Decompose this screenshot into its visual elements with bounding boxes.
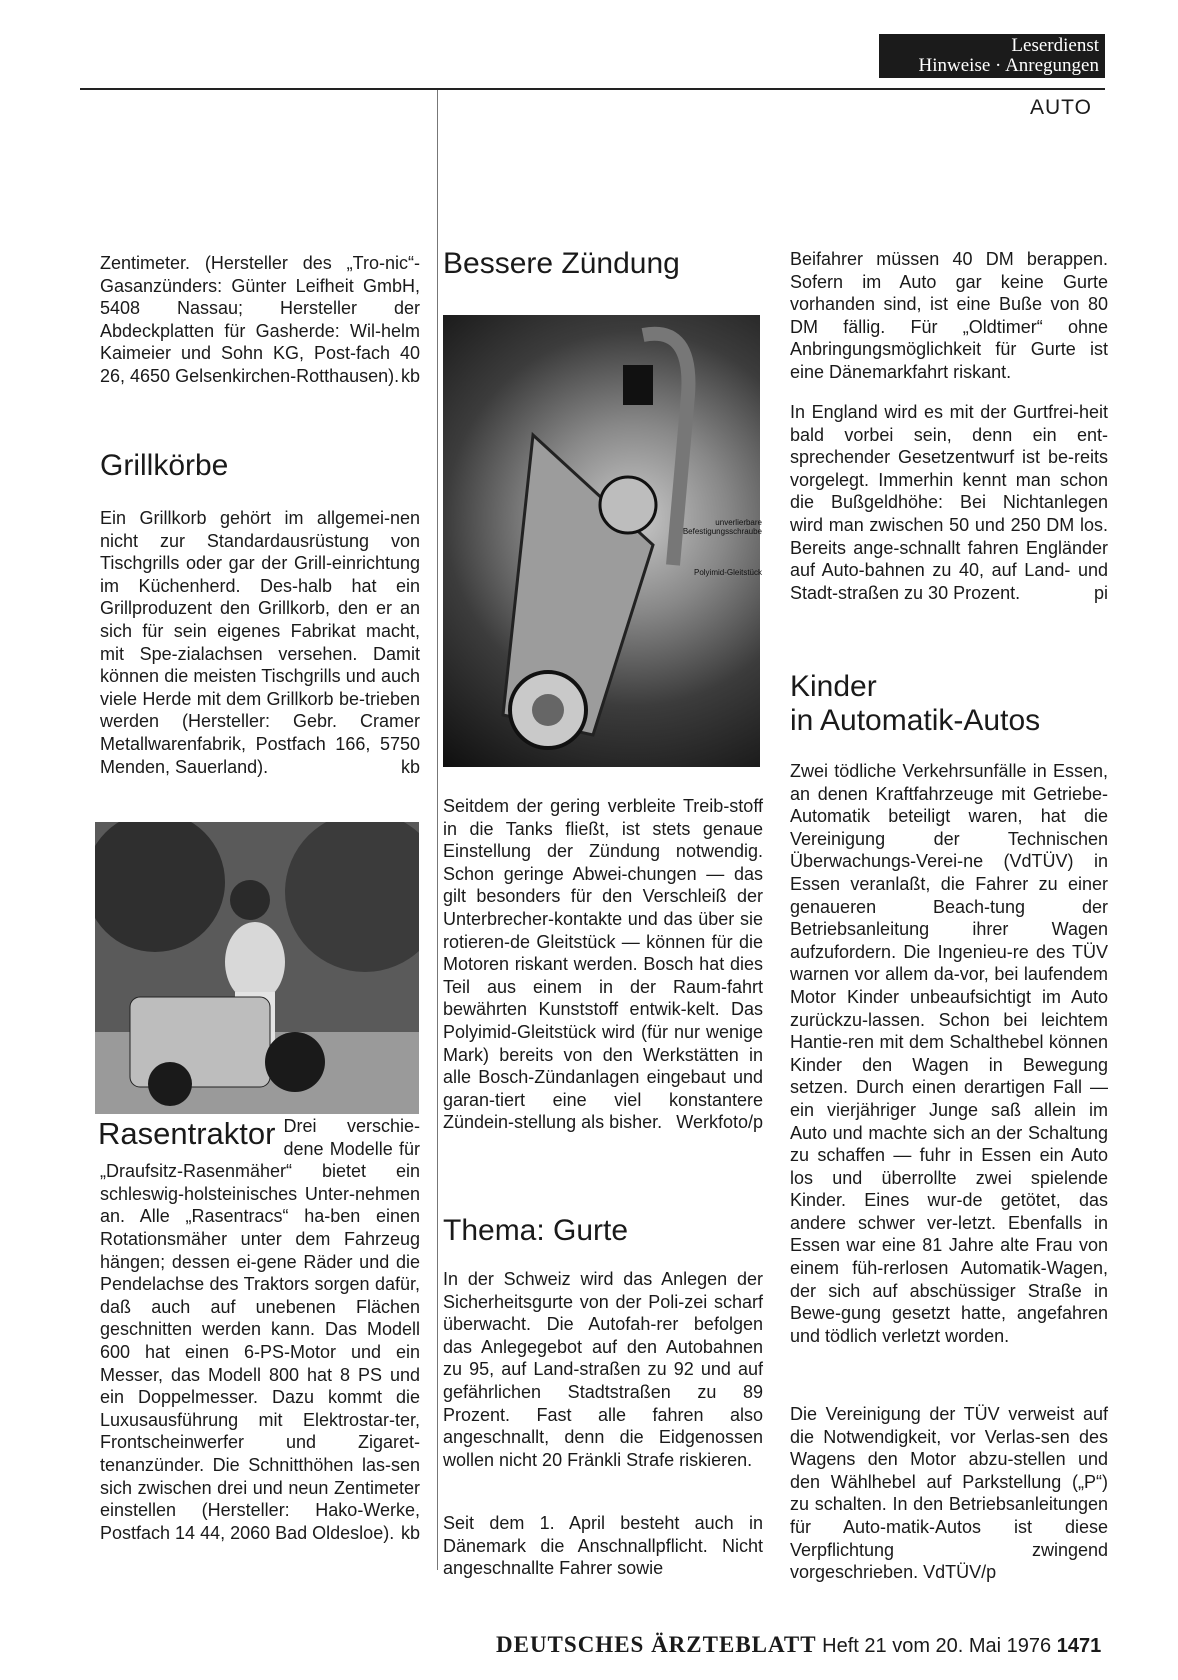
zuendung-text: Seitdem der gering verbleite Treib-stoff in die Tanks fließt, ist stets genaue Einstellung der Zündung notwendig. Schon geringe Abwei-chungen — das gilt besonders für den Verschleiß der Unterbrecher-kontakte und das über sie rotieren-de Gleitstück — können für die Motoren riskant werden. Bosch hat dies Teil aus einem in der Raum-fahrt bewährten Kunststoff entwik-kelt. Das Polyimid-Gleitstück wird (für nur wenige Mark) bereits von den Werkstätten in alle Bosch-Zündanlagen eingebaut und garan-tiert eine viel konstantere Zündein-stellung als bisher. [443, 796, 763, 1133]
zuendung-article [443, 795, 763, 1134]
section-title: AUTO [1030, 96, 1092, 119]
page-footer [496, 1632, 1116, 1658]
intro-signature: kb [400, 365, 420, 386]
heading-thema-gurte: Thema: Gurte [443, 1214, 629, 1247]
gurte-signature: pi [1093, 582, 1108, 603]
ignition-part-photo [443, 315, 760, 767]
rasen-signature: kb [400, 1522, 420, 1543]
grill-signature: kb [400, 756, 420, 777]
label-befestigungsschraube: unverlierbare Befestigungsschraube [682, 518, 762, 536]
column-rule [437, 90, 438, 1570]
kinder-p1: Zwei tödliche Verkehrsunfälle in Essen, an denen Kraftfahrzeuge mit Getriebe-Automatik beteiligt waren, hat die Vereinigung der Technischen Überwachungs-Verei-ne (VdTÜV) in Essen veranlaßt, die Fahrer zu einer genaueren Beach-tung der Betriebsanleitung ihrer Wagen aufzufordern. Die Ingenieu-re des TÜV warnen vor allem da-vor, bei laufendem Motor Kinder unbeaufsichtigt im Auto zurückzu-lassen. Schon bei leichtem Hantie-ren mit dem Schalthebel können Kinder den Wagen in Bewegung setzen. Durch einen derartigen Fall — ein vierjähriger Junge saß allein im Auto und machte sich an der Schaltung zu schaffen — fuhr in Essen ein Auto los und überrollte zwei spielende Kinder. Eines wur-de getötet, das andere schwer ver-letzt. Ebenfalls in Essen war eine 81 Jahre alte Frau von einem füh-rerlosen Automatik-Wagen, der sich auf abschüssiger Straße in Bewe-gung gesetzt hatte, angefahren und tödlich verletzt worden. [790, 761, 1108, 1346]
section-label-line2: Hinweise · Anregungen [918, 55, 1099, 76]
rasen-text: Drei verschie-dene Modelle für „Draufsitz-Rasenmäher“ bietet ein schleswig-holsteinisches Unter-nehmen an. Alle „Rasentracs“ ha-ben einen Rotationsmäher unter dem Fahrzeug hängen; dessen ei-gene Räder und die Pendelachse des Traktors sorgen dafür, daß auch auf unebenen Flächen geschnitten werden kann. Das Modell 600 hat einen 6-PS-Motor und ein Messer, das Modell 800 hat 8 PS und ein Doppelmesser. Dazu kommt die Luxusausführung mit Elektrostar-ter, Frontscheinwerfer und Zigaret-tenanzünder. Die Schnitthöhen las-sen sich zwischen drei und neun Zentimeter einstellen (Hersteller: Hako-Werke, Postfach 14 44, 2060 Bad Oldesloe). [100, 1116, 420, 1543]
ignition-part-illustration [443, 315, 760, 767]
gurte-p3: Beifahrer müssen 40 DM berappen. Sofern im Auto gar keine Gurte vorhanden sind, ist eine Buße von 80 DM fällig. Für „Oldtimer“ ohne Anbringungsmöglichkeit für Gurte ist eine Dänemarkfahrt riskant. [790, 249, 1108, 382]
intro-text: Zentimeter. (Hersteller des „Tro-nic“-Gasanzünders: Günter Leifheit GmbH, 5408 Nassau; Hersteller der Abdeckplatten für Gasherde: Wil-helm Kaimeier und Sohn KG, Post-fach 40 26, 4650 Gelsenkirchen-Rotthausen). [100, 253, 420, 386]
intro-paragraph [100, 252, 420, 388]
section-label-box [879, 34, 1105, 78]
heading-kinder-line1: Kinder [790, 670, 877, 703]
section-label-line1: Leserdienst [1011, 35, 1099, 56]
grill-text: Ein Grillkorb gehört im allgemei-nen nicht zur Standardausrüstung von Tischgrills oder gar der Grill-einrichtung im Küchenherd. Des-halb hat ein Grillproduzent den Grillkorb, den er an sich für sein eigenes Fabrikat macht, mit Spe-zialachsen versehen. Damit können die meisten Tischgrills und auch viele Herde mit dem Grillkorb be-trieben werden (Hersteller: Gebr. Cramer Metallwarenfabrik, Postfach 166, 5750 Menden, Sauerland). [100, 508, 420, 777]
lawn-tractor-photo [95, 822, 419, 1114]
top-rule [80, 88, 1105, 90]
heading-kinder [790, 670, 1108, 738]
heading-kinder-line2: in Automatik-Autos [790, 704, 1041, 737]
gurte-p4-article [790, 401, 1108, 604]
heading-rasentraktor: Rasentraktor [98, 1116, 276, 1151]
kinder-p2-article [790, 1403, 1108, 1584]
kinder-signature: VdTÜV/p [923, 1562, 997, 1583]
kinder-p2: Die Vereinigung der TÜV verweist auf die Notwendigkeit, vor Verlas-sen des Wagens den Motor abzu-stellen und den Wählhebel auf Parkstellung („P“) zu schalten. In den Betriebsanleitungen für Auto-matik-Autos ist diese Verpflichtung zwingend vorgeschrieben. [790, 1404, 1108, 1583]
zuendung-signature: Werkfoto/p [676, 1112, 763, 1133]
rasen-article [100, 1115, 420, 1544]
gurte-p4: In England wird es mit der Gurtfrei-heit bald vorbei sein, denn ein ent-sprechender Gesetzentwurf ist be-reits vorgelegt. Immerhin kennt man schon die Bußgeldhöhe: Bei Nichtanlegen wird man zwischen 50 und 250 DM los. Bereits ange-schnallt fahren Engländer auf Auto-bahnen zu 40, auf Land- und Stadt-straßen zu 30 Prozent. [790, 402, 1108, 603]
issue-info: Heft 21 vom 20. Mai 1976 [822, 1635, 1052, 1657]
gurte-p1: In der Schweiz wird das Anlegen der Sicherheitsgurte von der Poli-zei scharf überwacht. Die Autofah-rer befolgen das Anlegegebot auf den Autobahnen zu 95, auf Land-straßen zu 92 und auf gefährlichen Stadtstraßen zu 89 Prozent. Fast alle fahren also angeschnallt, denn die Eidgenossen wollen nicht 20 Fränkli Strafe riskieren. [443, 1269, 763, 1470]
heading-bessere-zuendung: Bessere Zündung [443, 247, 680, 280]
label-gleitstueck: Polyimid-Gleitstück [693, 568, 762, 577]
heading-grillkoerbe: Grillkörbe [100, 449, 229, 482]
grill-article [100, 507, 420, 778]
publication-name: DEUTSCHES ÄRZTEBLATT [496, 1632, 817, 1657]
page-number: 1471 [1056, 1635, 1102, 1657]
gurte-p2: Seit dem 1. April besteht auch in Dänemark die Anschnallpflicht. Nicht angeschnallte Fahrer sowie [443, 1513, 763, 1579]
lawn-tractor-illustration [95, 822, 419, 1114]
